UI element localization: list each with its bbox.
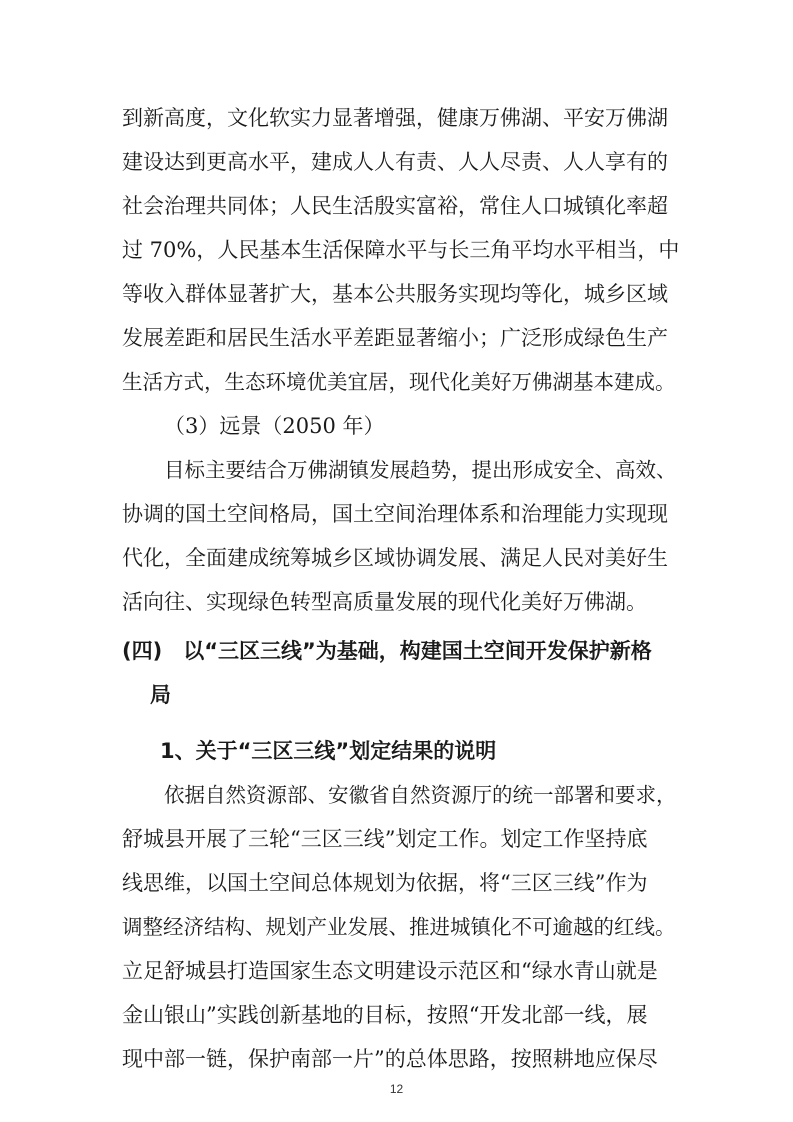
- body-text-line: 线思维，以国土空间总体规划为依据，将“三区三线”作为: [122, 871, 648, 895]
- body-text-line: 金山银山”实践创新基地的目标，按照“开发北部一线，展: [122, 1003, 648, 1027]
- body-text-line: 依据自然资源部、安徽省自然资源厅的统一部署和要求，: [164, 783, 677, 807]
- body-text-line: 发展差距和居民生活水平差距显著缩小；广泛形成绿色生产: [122, 326, 668, 350]
- body-text-line: 建设达到更高水平，建成人人有责、人人尽责、人人享有的: [122, 150, 668, 174]
- subheading-vision: （3）远景（2050 年）: [164, 414, 385, 438]
- body-text-line: 立足舒城县打造国家生态文明建设示范区和“绿水青山就是: [122, 959, 658, 983]
- body-text-line: 社会治理共同体；人民生活殷实富裕，常住人口城镇化率超: [122, 194, 668, 218]
- body-text-line: 现中部一链，保护南部一片”的总体思路，按照耕地应保尽: [122, 1047, 658, 1071]
- body-text-line: 活向往、实现绿色转型高质量发展的现代化美好万佛湖。: [122, 590, 647, 614]
- body-text-line: 过 70%，人民基本生活保障水平与长三角平均水平相当，中: [122, 238, 680, 262]
- body-text-line: 目标主要结合万佛湖镇发展趋势，提出形成安全、高效、: [164, 458, 677, 482]
- body-text-line: 生活方式，生态环境优美宜居，现代化美好万佛湖基本建成。: [122, 370, 676, 394]
- body-text-line: 协调的国土空间格局，国土空间治理体系和治理能力实现现: [122, 502, 668, 526]
- section-heading-continued: 局: [150, 683, 171, 707]
- body-text-line: 舒城县开展了三轮“三区三线”划定工作。划定工作坚持底: [122, 827, 648, 851]
- page-number: 12: [389, 1082, 404, 1096]
- body-text-line: 调整经济结构、规划产业发展、推进城镇化不可逾越的红线。: [122, 915, 676, 939]
- subsection-heading: 1、关于“三区三线”划定结果的说明: [160, 739, 497, 763]
- section-heading: (四) 以“三区三线”为基础，构建国土空间开发保护新格: [122, 639, 652, 663]
- body-text-line: 到新高度，文化软实力显著增强，健康万佛湖、平安万佛湖: [122, 106, 668, 130]
- body-text-line: 等收入群体显著扩大，基本公共服务实现均等化，城乡区域: [122, 282, 668, 306]
- body-text-line: 代化，全面建成统筹城乡区域协调发展、满足人民对美好生: [122, 546, 668, 570]
